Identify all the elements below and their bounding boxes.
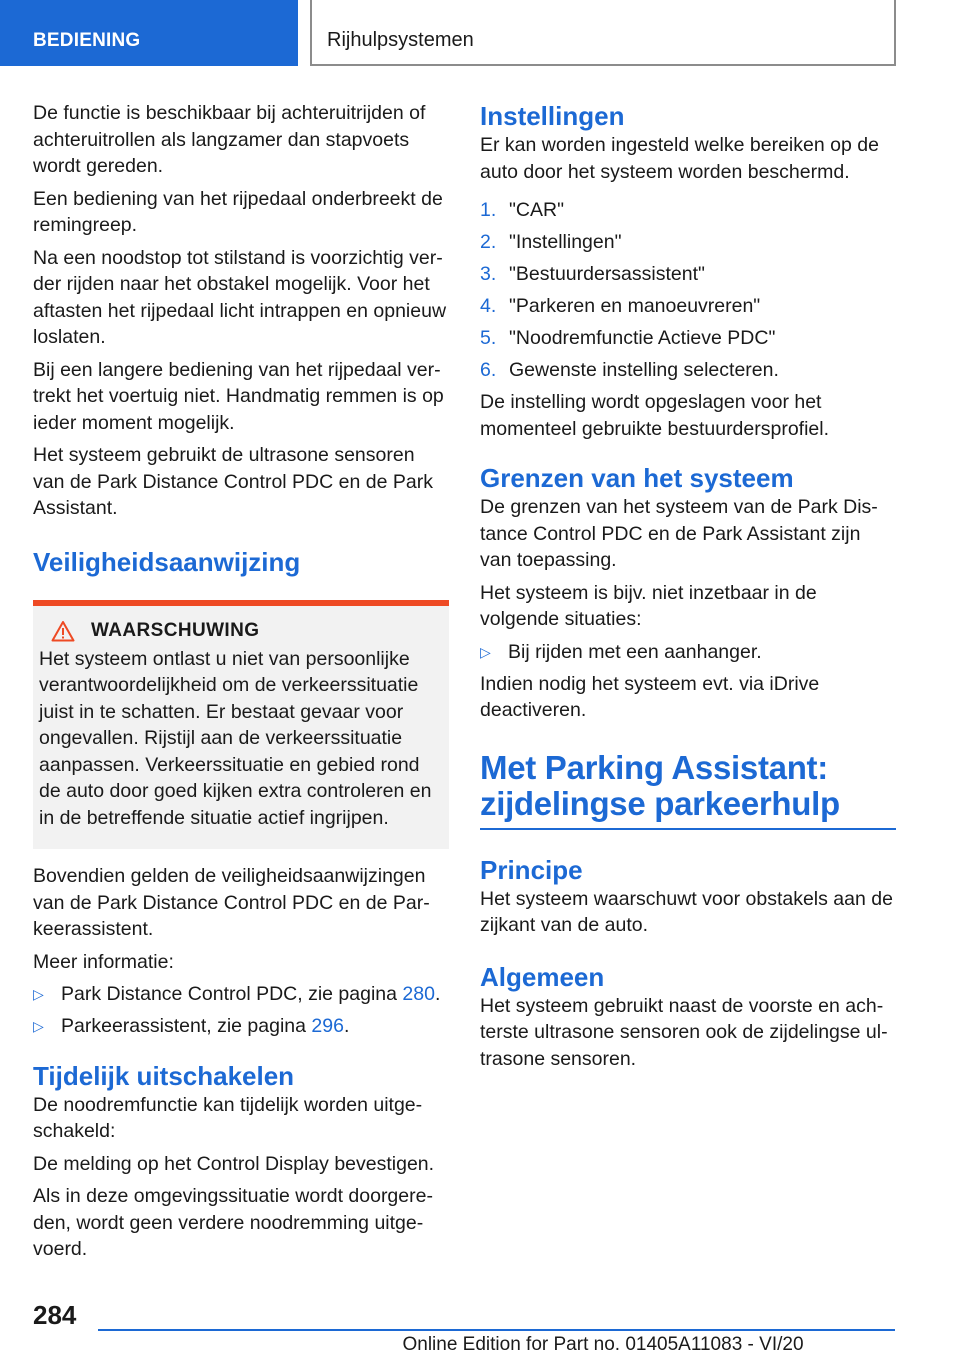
- page-number: 284: [33, 1300, 77, 1330]
- paragraph: Na een noodstop tot stilstand is voorzichtig verder rijden naar het obstakel mogelijk. Voor het aftasten het rijpedaal licht intrappen en opnieuw loslaten.: [33, 246, 447, 348]
- bullet-triangle-icon: ▷: [33, 986, 44, 1002]
- paragraph: Als in deze omgevingssituatie wordt doorgereden, wordt geen verdere noodremming uitgevoerd.: [33, 1185, 433, 1260]
- paragraph: Het systeem gebruikt de ultrasone sensoren van de Park Distance Control PDC en de Park Assistant.: [33, 444, 433, 519]
- page-link-296[interactable]: 296: [311, 1015, 344, 1037]
- right-column: [480, 100, 896, 1078]
- footer-edition: Online Edition for Part no. 01405A11083 - VI/20: [402, 1334, 804, 1355]
- warning-header: [39, 620, 437, 642]
- settings-heading: Instellingen: [480, 101, 625, 131]
- bullet-triangle-icon: ▷: [480, 643, 491, 660]
- section-title: BEDIENING: [33, 30, 141, 51]
- paragraph: Het systeem is bijv. niet inzetbaar in de volgende situaties:: [480, 581, 817, 630]
- paragraph: Bovendien gelden de veiligheidsaanwijzingen van de Park Distance Control PDC en de Parkeerassistent.: [33, 865, 430, 940]
- settings-steps: [480, 197, 896, 384]
- warning-box: [33, 600, 449, 850]
- main-heading: Met Parking Assistant: zijdelingse parkeerhulp: [480, 748, 840, 822]
- paragraph: Indien nodig het systeem evt. via iDrive deactiveren.: [480, 672, 820, 721]
- list-item: 5. "Noodremfunctie Actieve PDC": [480, 327, 776, 349]
- temp-disable-heading: Tijdelijk uitschakelen: [33, 1060, 295, 1091]
- limits-list: [480, 639, 896, 666]
- list-item: ▷ Bij rijden met een aanhanger.: [480, 639, 896, 666]
- paragraph: De grenzen van het systeem van de Park Distance Control PDC en de Park Assistant zijn van toepassing.: [480, 496, 878, 571]
- list-item: 2. "Instellingen": [480, 231, 622, 253]
- warning-title: WAARSCHUWING: [91, 619, 260, 641]
- list-item: 1. "CAR": [480, 199, 565, 221]
- left-column: [33, 100, 449, 1269]
- footer-divider: [98, 1329, 895, 1331]
- general-heading: Algemeen: [480, 961, 605, 992]
- reference-list: [33, 981, 449, 1040]
- paragraph: Het systeem waarschuwt voor obstakels aan de zijkant van de auto.: [480, 887, 893, 936]
- list-item: 3. "Bestuurdersassistent": [480, 263, 705, 285]
- paragraph: Het systeem gebruikt naast de voorste en achterste ultrasone sensoren ook de zijdelingse ultrasone sensoren.: [480, 994, 888, 1070]
- warning-text: Het systeem ontlast u niet van persoonlijke verantwoordelijkheid om de verkeerssituatie juist in te schatten. Er bestaat gevaar voor ongevallen. Rijstijl aan de verkeerssituatie aanpassen. Verkeerssituatie en gebied rond de auto door goed kijken extra controleren en in de betreffende situatie actief ingrijpen.: [39, 647, 432, 829]
- heading-divider: [480, 828, 896, 830]
- section-tab: [0, 0, 298, 66]
- paragraph: De noodremfunctie kan tijdelijk worden uitgeschakeld:: [33, 1093, 423, 1142]
- paragraph: De melding op het Control Display bevestigen.: [33, 1152, 435, 1175]
- list-item: 6. Gewenste instelling selecteren.: [480, 359, 779, 381]
- principle-heading: Principe: [480, 854, 583, 885]
- page-link-280[interactable]: 280: [402, 983, 435, 1005]
- chapter-header: [310, 0, 896, 66]
- bullet-triangle-icon: ▷: [33, 1018, 44, 1034]
- list-item: 4. "Parkeren en manoeuvreren": [480, 295, 761, 317]
- paragraph: Er kan worden ingesteld welke bereiken op de auto door het systeem worden beschermd.: [480, 134, 879, 183]
- limits-heading: Grenzen van het systeem: [480, 463, 794, 493]
- list-item: ▷ Parkeerassistent, zie pagina 296.: [33, 1013, 449, 1040]
- chapter-title: Rijhulpsystemen: [327, 29, 474, 51]
- paragraph: Een bediening van het rijpedaal onderbreekt de remingreep.: [33, 187, 443, 236]
- warning-triangle-icon: [51, 620, 75, 642]
- paragraph: Bij een langere bediening van het rijpedaal vertrekt het voertuig niet. Handmatig remmen is op ieder moment mogelijk.: [33, 358, 444, 434]
- paragraph: De instelling wordt opgeslagen voor het momenteel gebruikte bestuurdersprofiel.: [480, 391, 830, 440]
- list-item: ▷ Park Distance Control PDC, zie pagina 280.: [33, 981, 449, 1008]
- safety-heading: Veiligheidsaanwijzing: [33, 546, 301, 577]
- paragraph: De functie is beschikbaar bij achteruitrijden of achteruitrollen als langzamer dan stapvoets wordt gereden.: [33, 102, 426, 177]
- paragraph: Meer informatie:: [33, 950, 174, 973]
